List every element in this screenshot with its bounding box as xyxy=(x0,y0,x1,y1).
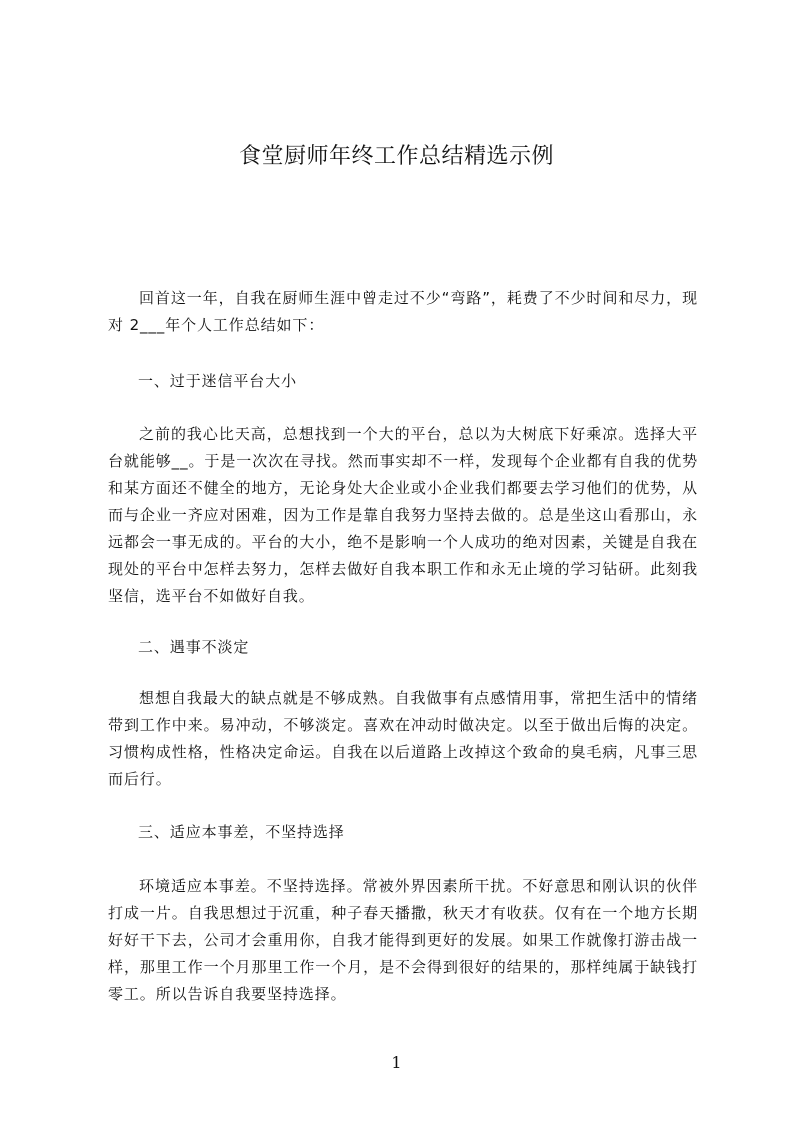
intro-paragraph: 回首这一年，自我在厨师生涯中曾走过不少“弯路”，耗费了不少时间和尽力，现对 2___年个人工作总结如下： xyxy=(108,289,698,334)
document-title: 食堂厨师年终工作总结精选示例 xyxy=(238,144,554,169)
section-body-3: 环境适应本事差。不坚持选择。常被外界因素所干扰。不好意思和刚认识的伙伴打成一片。自我思想过于沉重，种子春天播撒，秋天才有收获。仅有在一个地方长期好好干下去，公司才会重用你，自我才能得到更好的发展。如果工作就像打游击战一样，那里工作一个月那里工作一个月，是不会得到很好的结果的，那样纯属于缺钱打零工。所以告诉自我要坚持选择。 xyxy=(108,877,698,1003)
section-body-1: 之前的我心比天高，总想找到一个大的平台，总以为大树底下好乘凉。选择大平台就能够__。于是一次次在寻找。然而事实却不一样，发现每个企业都有自我的优势和某方面还不健全的地方，无论身处大企业或小企业我们都要去学习他们的优势，从而与企业一齐应对困难，因为工作是靠自我努力坚持去做的。总是坐这山看那山，永远都会一事无成的。平台的大小，绝不是影响一个人成功的绝对因素，关键是自我在现处的平台中怎样去努力，怎样去做好自我本职工作和永无止境的学习钻研。此刻我坚信，选平台不如做好自我。 xyxy=(108,425,698,605)
page-number: 1 xyxy=(391,1053,402,1072)
section-heading-3: 三、适应本事差，不坚持选择 xyxy=(138,823,345,841)
section-heading-2: 二、遇事不淡定 xyxy=(138,638,250,656)
section-heading-1: 一、过于迷信平台大小 xyxy=(138,372,298,390)
section-body-2: 想想自我最大的缺点就是不够成熟。自我做事有点感情用事，常把生活中的情绪带到工作中来。易冲动，不够淡定。喜欢在冲动时做决定。以至于做出后悔的决定。习惯构成性格，性格决定命运。自我在以后道路上改掉这个致命的臭毛病，凡事三思而后行。 xyxy=(108,689,698,788)
